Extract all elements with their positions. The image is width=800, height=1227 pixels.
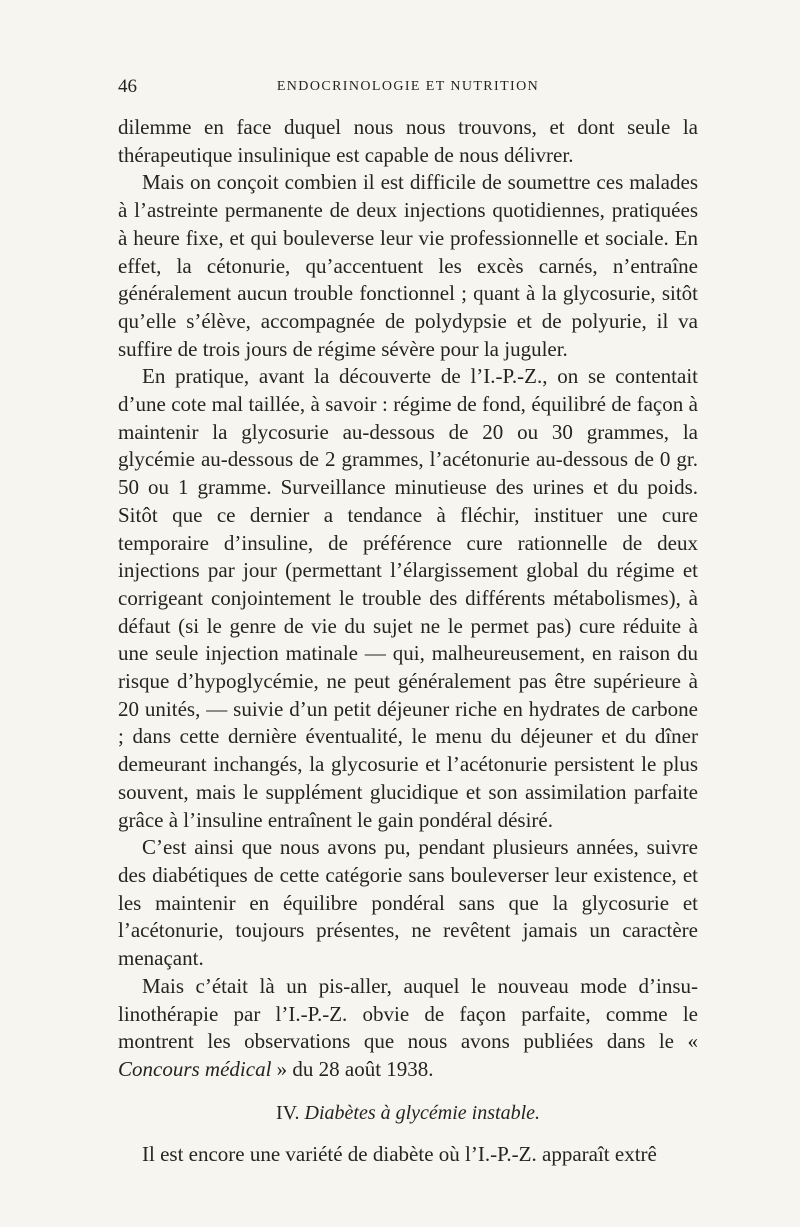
section-heading [118, 1100, 698, 1127]
section-number: IV. [275, 1101, 300, 1124]
running-header [118, 76, 698, 100]
paragraph-4: C’est ainsi que nous avons pu, pendant plusieurs années, suivre des diabétiques de cette catégorie sans bouleverser leur existence, et les maintenir en équilibre pondéral sans que la glycosurie et l’acétonurie, toujours présentes, ne revêtent jamais un caractère menaçant. [118, 835, 698, 971]
body-text [118, 114, 698, 1168]
paragraph-5-end: » du 28 août 1938. [271, 1056, 434, 1081]
paragraph-5-text: Mais c’était là un pis-aller, auquel le nouveau mode d’insulinothérapie par l’I.-P.-Z. obvie de façon parfaite, comme le montrent les observations que nous avons publiées dans le « [118, 973, 698, 1054]
paragraph-5 [118, 973, 698, 1084]
paragraph-3: En pratique, avant la découverte de l’I.-P.-Z., on se contentait d’une cote mal taillée, à savoir : régime de fond, équilibré de façon à maintenir la glycosurie au-dessous de 20 ou 30 grammes, la glycémie au-dessous de 2 grammes, l’acétonurie au-dessous de 0 gr. 50 ou 1 gramme. Surveillance minutieuse des urines et du poids. Sitôt que ce dernier a tendance à fléchir, instituer une cure temporaire d’insuline, de préférence cure rationnelle de deux injections par jour (permettant l’élargissement global du régime et corrigeant conjointement le trouble des différents métabolismes), à défaut (si le genre de vie du sujet ne le permet pas) cure réduite à une seule injection matinale — qui, malheureusement, en raison du risque d’hypoglycémie, ne peut généralement pas être supérieure à 20 unités, — suivie d’un petit déjeuner riche en hydrates de carbone ; dans cette dernière éventualité, le menu du déjeuner et du dîner demeurant inchangés, la glycosurie et l’acétonurie persistent le plus souvent, mais le supplément glucidique et son assimilation parfaite grâce à l’insuline entraînent le gain pondéral désiré. [118, 364, 698, 832]
paragraph-1: dilemme en face duquel nous nous trouvons, et dont seule la thérapeutique insulinique est capable de nous délivrer. [118, 115, 698, 167]
paragraph-6: Il est encore une variété de diabète où l’I.-P.-Z. apparaît extrê [142, 1141, 657, 1166]
running-title: ENDOCRINOLOGIE ET NUTRITION [276, 79, 540, 94]
section-title: Diabètes à glycémie instable. [304, 1101, 541, 1124]
paragraph-2: Mais on conçoit combien il est difficile de soumettre ces malades à l’astreinte permanente de deux injections quotidiennes, pratiquées à heure fixe, et qui bouleverse leur vie professionnelle et sociale. En effet, la cétonurie, qu’accentuent les excès carnés, n’entraîne généralement aucun trouble fonctionnel ; quant à la glycosurie, sitôt qu’elle s’élève, accompagnée de polydypsie et de polyurie, il va suffire de trois jours de régime sévère pour la juguler. [118, 170, 698, 361]
journal-title: Concours médical [118, 1056, 272, 1081]
page-number: 46 [118, 76, 137, 97]
